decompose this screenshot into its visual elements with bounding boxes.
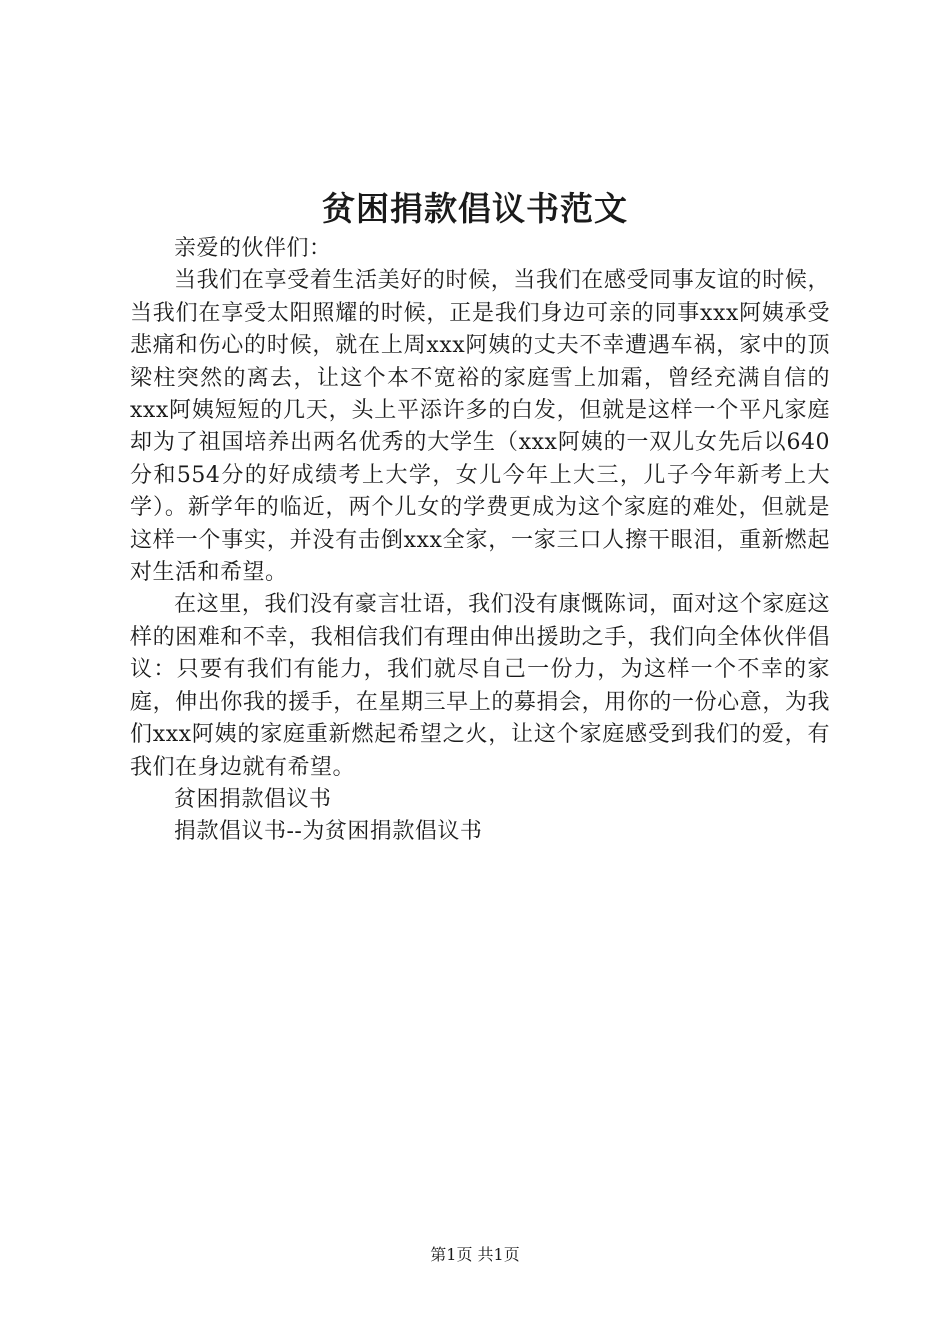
document-body [130,233,830,849]
page-footer: 第1页 共1页 [430,1245,520,1264]
document-title: 贫困捐款倡议书范文 [322,189,628,228]
paragraph-1: 当我们在享受着生活美好的时候，当我们在感受同事友谊的时候，当我们在享受太阳照耀的时候，正是我们身边可亲的同事xxx阿姨承受悲痛和伤心的时候，就在上周xxx阿姨的丈夫不幸遭遇车祸，家中的顶梁柱突然的离去，让这个本不宽裕的家庭雪上加霜，曾经充满自信的xxx阿姨短短的几天，头上平添许多的白发，但就是这样一个平凡家庭却为了祖国培养出两名优秀的大学生（xxx阿姨的一双儿女先后以640分和554分的好成绩考上大学，女儿今年上大三，儿子今年新考上大学）。新学年的临近，两个儿女的学费更成为这个家庭的难处，但就是这样一个事实，并没有击倒xxx全家，一家三口人擦干眼泪，重新燃起对生活和希望。 [130,268,830,586]
related-title-1: 贫困捐款倡议书 [174,786,332,812]
salutation: 亲爱的伙伴们： [174,236,332,261]
paragraph-2: 在这里，我们没有豪言壮语，我们没有康慨陈词，面对这个家庭这样的困难和不幸，我相信我们有理由伸出援助之手，我们向全体伙伴倡议：只要有我们有能力，我们就尽自己一份力，为这样一个不幸的家庭，伸出你我的援手，在星期三早上的募捐会，用你的一份心意，为我们xxx阿姨的家庭重新燃起希望之火，让这个家庭感受到我们的爱，有我们在身边就有希望。 [130,592,830,780]
related-title-2: 捐款倡议书--为贫困捐款倡议书 [174,819,483,845]
